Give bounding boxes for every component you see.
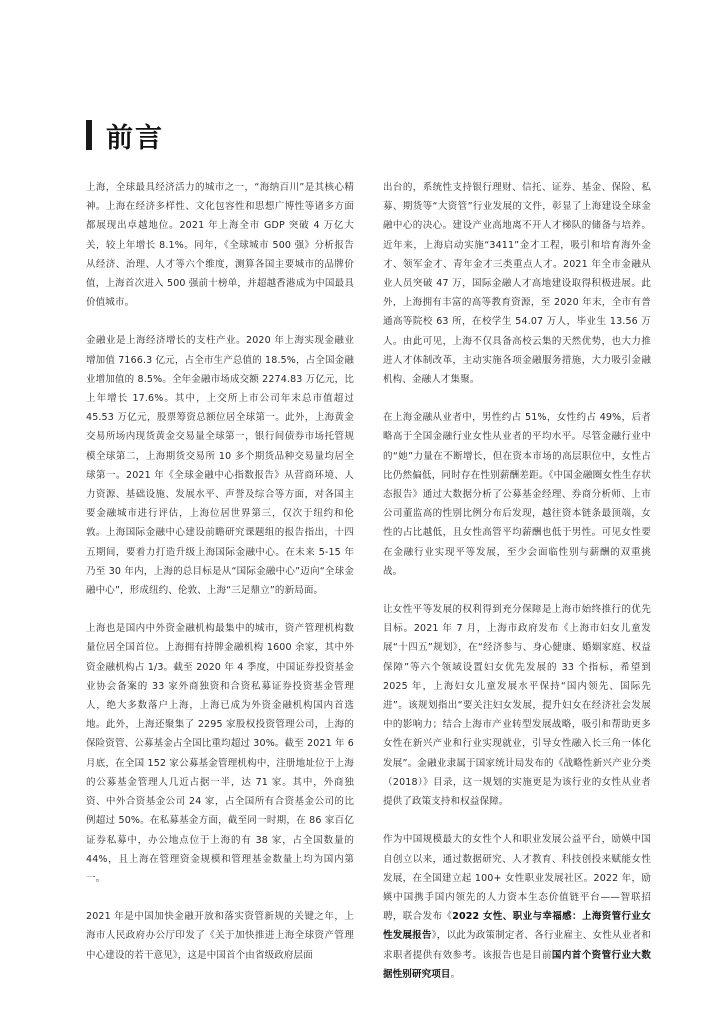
paragraph-shanghai-overview: 上海，全球最具经济活力的城市之一，“海纳百川”是其核心精神。上海在经济多样性、文化包容性和思想广博性等诸多方面都展现出卓越地位。2021 年上海全市 GDP 突破 4 万亿大关，较上年增长 8.1%。同年，《全球城市 500 强》分析报告从经济、治理、人才等六个维度，测算各国主要城市的品牌价值，上海首次进入 500 强前十榜单，并超越香港成为中国最具价值城市。: [86, 182, 354, 309]
report-intro-text: 作为中国规模最大的女性个人和职业发展公益平台，励媖中国自创立以来，通过数据研究、人才教育、科技创投来赋能女性发展，在全国建立起 100+ 女性职业发展社区。2022 年，励媖中国携手国内领先的人力资本生态价值链平台——智联招聘，联合发布《: [383, 834, 651, 923]
paragraph-gender-ratio: 在上海金融从业者中，男性约占 51%，女性约占 49%，后者略高于全国金融行业女性从业者的平均水平。尽管金融行业中的“她”力量在不断增长，但在资本市场的高层职位中，女性占比仍然偏低，同时存在性别薪酬差距。《中国金融圈女性生存状态报告》通过大数据分析了公募基金经理、券商分析师、上市公司董监高的性别比例分布后发现，越往资本链条最顶端，女性的占比越低，且女性高管平均薪酬也低于男性。可见女性要在金融行业实现平等发展，至少会面临性别与薪酬的双重挑战。: [383, 412, 651, 577]
paragraph-talent: 出台的，系统性支持银行理财、信托、证券、基金、保险、私募、期货等“大资管”行业发展的文件，彰显了上海建设全球金融中心的决心。建设产业高地离不开人才梯队的储备与培养。近年来，上海启动实施“3411”金才工程，吸引和培育海外金才、领军金才、青年金才三类重点人才。2021 年全市金融从业人员突破 47 万，国际金融人才高地建设取得积极进展。此外，上海拥有丰富的高等教育资源，至 2020 年末，全市有普通高等院校 63 所，在校学生 54.07 万人，毕业生 13.56 万人。由此可见，上海不仅具备高校云集的天然优势，也大力推进人才体制改革，主动实施各项金融服务措施，大力吸引金融机构、金融人才集聚。: [383, 182, 651, 386]
paragraph-policy-intro: 2021 年是中国加快金融开放和落实资管新规的关键之年，上海市人民政府办公厅印发了《关于加快推进上海全球资产管理中心建设的若干意见》，这是中国首个由省级政府层面: [86, 911, 354, 961]
paragraph-women-policy: 让女性平等发展的权利得到充分保障是上海市始终推行的优先目标。2021 年 7 月，上海市政府发布《上海市妇女儿童发展“十四五”规划》，在“经济参与、身心健康、婚姻家庭、权益保障”等六个领域设置妇女优先发展的 33 个指标，希望到 2025 年，上海妇女儿童发展水平保持“国内领先、国际先进”。该规划指出“要关注妇女发展，提升妇女在经济社会发展中的影响力；结合上海市产业转型发展战略，吸引和帮助更多女性在新兴产业和行业实现就业，引导女性融入长三角一体化发展”。金融业隶属于国家统计局发布的《战略性新兴产业分类（2018）》目录，这一规划的实施更是为该行业的女性从业者提供了政策支持和权益保障。: [383, 604, 651, 808]
report-title: 2022 女性、职业与幸福感：上海资管行业女性发展报告: [383, 911, 651, 942]
paragraph-asset-management: 上海也是国内中外资金融机构最集中的城市，资产管理机构数量位居全国首位。上海拥有持牌金融机构 1600 余家，其中外资金融机构占 1/3。截至 2020 年 4 季度，中国证券投资基金业协会备案的 33 家外商独资和合资私募证券投资基金管理人，绝大多数落户上海，上海已成为外资金融机构国内首选地。此外，上海还聚集了 2295 家股权投资管理公司，上海的保险资管、公募基金占全国比重均超过 30%。截至 2021 年 6 月底，在全国 152 家公募基金管理机构中，注册地址位于上海的公募基金管理人几近占据一半，达 71 家。其中，外商独资、中外合资基金公司 24 家，占全国所有合资基金公司的比例超过 50%。在私募基金方面，截至同一时期，在 86 家百亿证券私募中，办公地点位于上海的有 38 家，占全国数量的 44%，且上海在管理资金规模和管理基金数量上均为国内第一。: [86, 623, 354, 884]
page-title: 前言: [106, 122, 164, 154]
report-highlight: 国内首个资管行业大数据性别研究项目: [383, 949, 651, 980]
report-end: 。: [450, 968, 461, 980]
left-column: [86, 178, 354, 965]
paragraph-finance-pillar: 金融业是上海经济增长的支柱产业。2020 年上海实现金融业增加值 7166.3 亿元，占全市生产总值的 18.5%，占全国金融业增加值的 8.5%。全年金融市场成交额 2274.83 万亿元，比上年增长 17.6%。其中，上交所上市公司年末总市值超过 45.53 万亿元，股票筹资总额位居全球第一。此外，上海黄金交易所场内现货黄金交易量全球第一，银行间债券市场托管规模全球第二，上海期货交易所 10 多个期货品种交易量均居全球第一。2021 年《全球金融中心指数报告》从营商环境、人力资源、基础设施、发展水平、声誉及综合等方面，对各国主要金融城市进行评估，上海位居世界第三，仅次于纽约和伦敦。上海国际金融中心建设前瞻研究课题组的报告指出，十四五期间，要着力打造升级上海国际金融中心。在未来 5-15 年乃至 30 年内，上海的总目标是从“国际金融中心”迈向“全球金融中心”，形成纽约、伦敦、上海“三足鼎立”的新局面。: [86, 335, 354, 597]
section-heading: [86, 118, 164, 152]
right-column: [383, 178, 651, 984]
heading-accent-bar: [86, 120, 92, 150]
paragraph-report-intro: [383, 830, 651, 984]
report-purpose-text: 》，以此为政策制定者、各行业雇主、女性从业者和求职者提供有效参考。该报告也是目前: [383, 930, 651, 961]
